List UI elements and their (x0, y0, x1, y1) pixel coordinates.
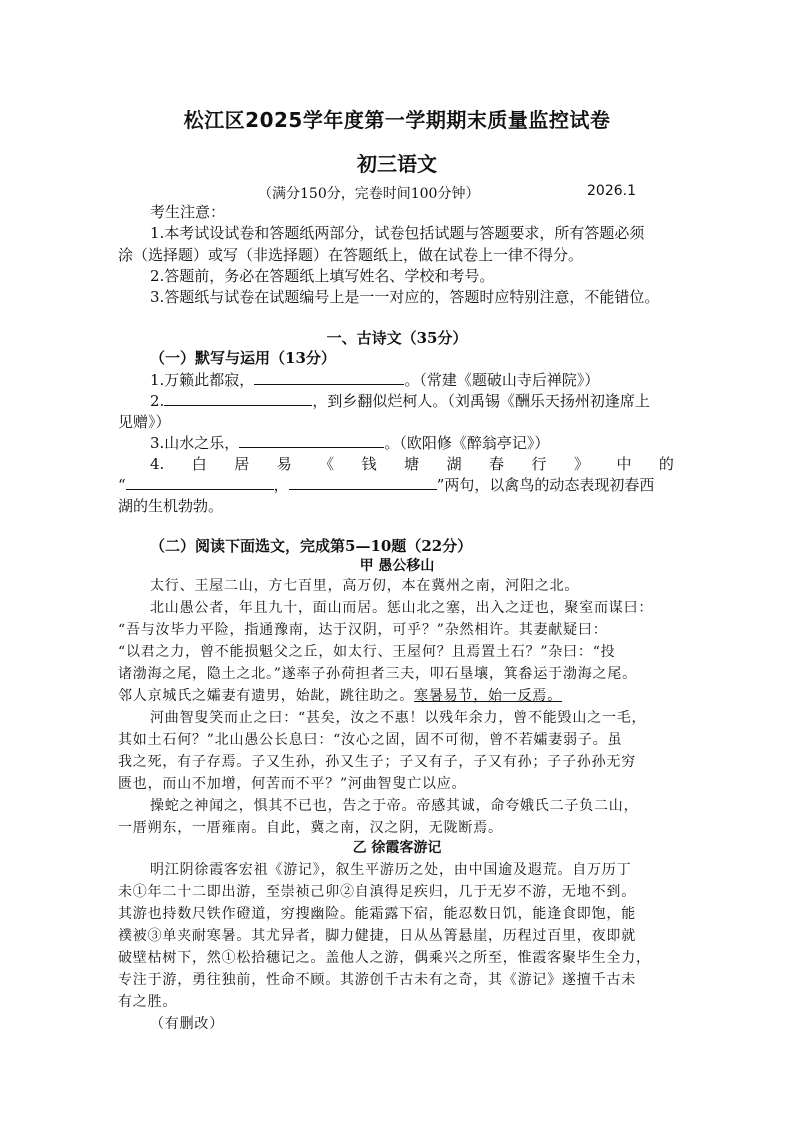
passage-yi-line: 其游也持数尺铁作磴道，穷搜幽险。能霜露下宿，能忍数日饥，能逢食即饱，能 (118, 906, 636, 922)
passage-jia-line: 其如土石何？”北山愚公长息曰：“汝心之固，固不可彻，曾不若孀妻弱子。虽 (118, 732, 623, 748)
answer-blank[interactable] (126, 475, 274, 490)
answer-blank[interactable] (164, 391, 312, 406)
passage-jia-line: 一厝朔东，一厝雍南。自此，冀之南，汉之阴，无陇断焉。 (118, 820, 503, 836)
section-1-title: 一、古诗文（35分） (326, 329, 468, 347)
passage-jia-title: 甲 愚公移山 (359, 558, 435, 574)
passage-jia-line: 邻人京城氏之孀妻有遗男，始龀，跳往助之。寒暑易节，始一反焉。 (118, 688, 562, 704)
answer-blank[interactable] (289, 475, 437, 490)
question-1: 1.万籁此都寂， 。（常建《题破山寺后禅院》） (150, 371, 600, 389)
notice-item-3: 3.答题纸与试卷在试题编号上是一一对应的，答题时应特别注意，不能错位。 (150, 288, 660, 306)
passage-jia-line: 匮也，而山不加增，何苦而不平？”河曲智叟亡以应。 (118, 776, 467, 792)
passage-yi-line: 明江阴徐霞客宏祖《游记》，叙生平游历之处，由中国逾及遐荒。自万历丁 (150, 862, 632, 878)
exam-date: 2026.1 (587, 183, 636, 199)
notice-item-2: 2.答题前，务必在答题纸上填写姓名、学校和考号。 (150, 267, 495, 285)
revision-note: （有删改） (150, 1016, 224, 1032)
part-2-title: （二）阅读下面选文，完成第5—10题（22分） (150, 537, 473, 555)
notice-item-1b: 涂（选择题）或写（非选择题）在答题纸上，做在试卷上一律不得分。 (118, 246, 584, 264)
passage-jia-line: 河曲智叟笑而止之曰：“甚矣，汝之不惠！以残年余力，曾不能毁山之一毛， (150, 710, 647, 726)
passage-jia-line: 我之死，有子存焉。子又生孙，孙又生子；子又有子，子又有孙；子子孙孙无穷 (118, 754, 636, 770)
passage-yi-line: 破壁枯树下，然①松拾穗记之。盖他人之游，偶乘兴之所至，惟霞客聚毕生全力， (118, 950, 651, 966)
score-time: （满分150分，完卷时间100分钟） (258, 186, 480, 202)
passage-yi-line: 未①年二十二即出游，至崇祯己卯②自滇得足疾归，几于无岁不游，无地不到。 (118, 884, 636, 900)
question-4: 4. 白 居 易 《 钱 塘 湖 春 行 》 中 的 (150, 455, 674, 473)
question-4-blanks: “ ， ”两句，以禽鸟的动态表现初春西 (118, 476, 655, 494)
passage-jia-line: “以君之力，曾不能损魁父之丘，如太行、王屋何？且焉置土石？”杂曰：“投 (118, 644, 616, 660)
passage-yi-title: 乙 徐霞客游记 (352, 840, 442, 856)
question-4-cont: 湖的生机勃勃。 (118, 497, 224, 515)
passage-jia-line: 太行、王屋二山，方七百里，高万仞，本在冀州之南，河阳之北。 (150, 578, 580, 594)
exam-title: 松江区2025学年度第一学期期末质量监控试卷 (183, 108, 611, 132)
notice-heading: 考生注意： (150, 203, 226, 221)
underlined-sentence: 寒暑易节，始一反焉。 (414, 688, 562, 704)
passage-jia-line: 北山愚公者，年且九十，面山而居。惩山北之塞，出入之迂也，聚室而谋曰： (150, 600, 654, 616)
subject-title: 初三语文 (357, 152, 437, 176)
passage-jia-line: 操蛇之神闻之，惧其不已也，告之于帝。帝感其诚，命夸娥氏二子负二山， (150, 798, 639, 814)
question-3: 3.山水之乐， 。（欧阳修《醉翁亭记》） (150, 434, 550, 452)
passage-jia-line: “吾与汝毕力平险，指通豫南，达于汉阴，可乎？”杂然相许。其妻献疑曰： (118, 622, 608, 638)
passage-yi-line: 襆被③单夹耐寒暑。其尤异者，脚力健捷，日从丛箐悬崖，历程过百里，夜即就 (118, 928, 636, 944)
answer-blank[interactable] (239, 433, 384, 448)
question-2: 2. ，到乡翻似烂柯人。（刘禹锡《酬乐天扬州初逢席上 (150, 392, 650, 410)
part-1-title: （一）默写与运用（13分） (150, 349, 336, 367)
question-2-cont: 见赠》） (118, 413, 171, 431)
answer-blank[interactable] (254, 370, 404, 385)
passage-yi-line: 有之胜。 (118, 994, 178, 1010)
passage-jia-line: 诸渤海之尾，隐土之北。”遂率子孙荷担者三夫，叩石垦壤，箕畚运于渤海之尾。 (118, 666, 637, 682)
notice-item-1a: 1.本考试设试卷和答题纸两部分，试卷包括试题与答题要求，所有答题必须 (150, 224, 645, 242)
passage-yi-line: 专注于游，勇往独前，性命不顾。其游创千古未有之奇，其《游记》遂擅千古未 (118, 972, 636, 988)
